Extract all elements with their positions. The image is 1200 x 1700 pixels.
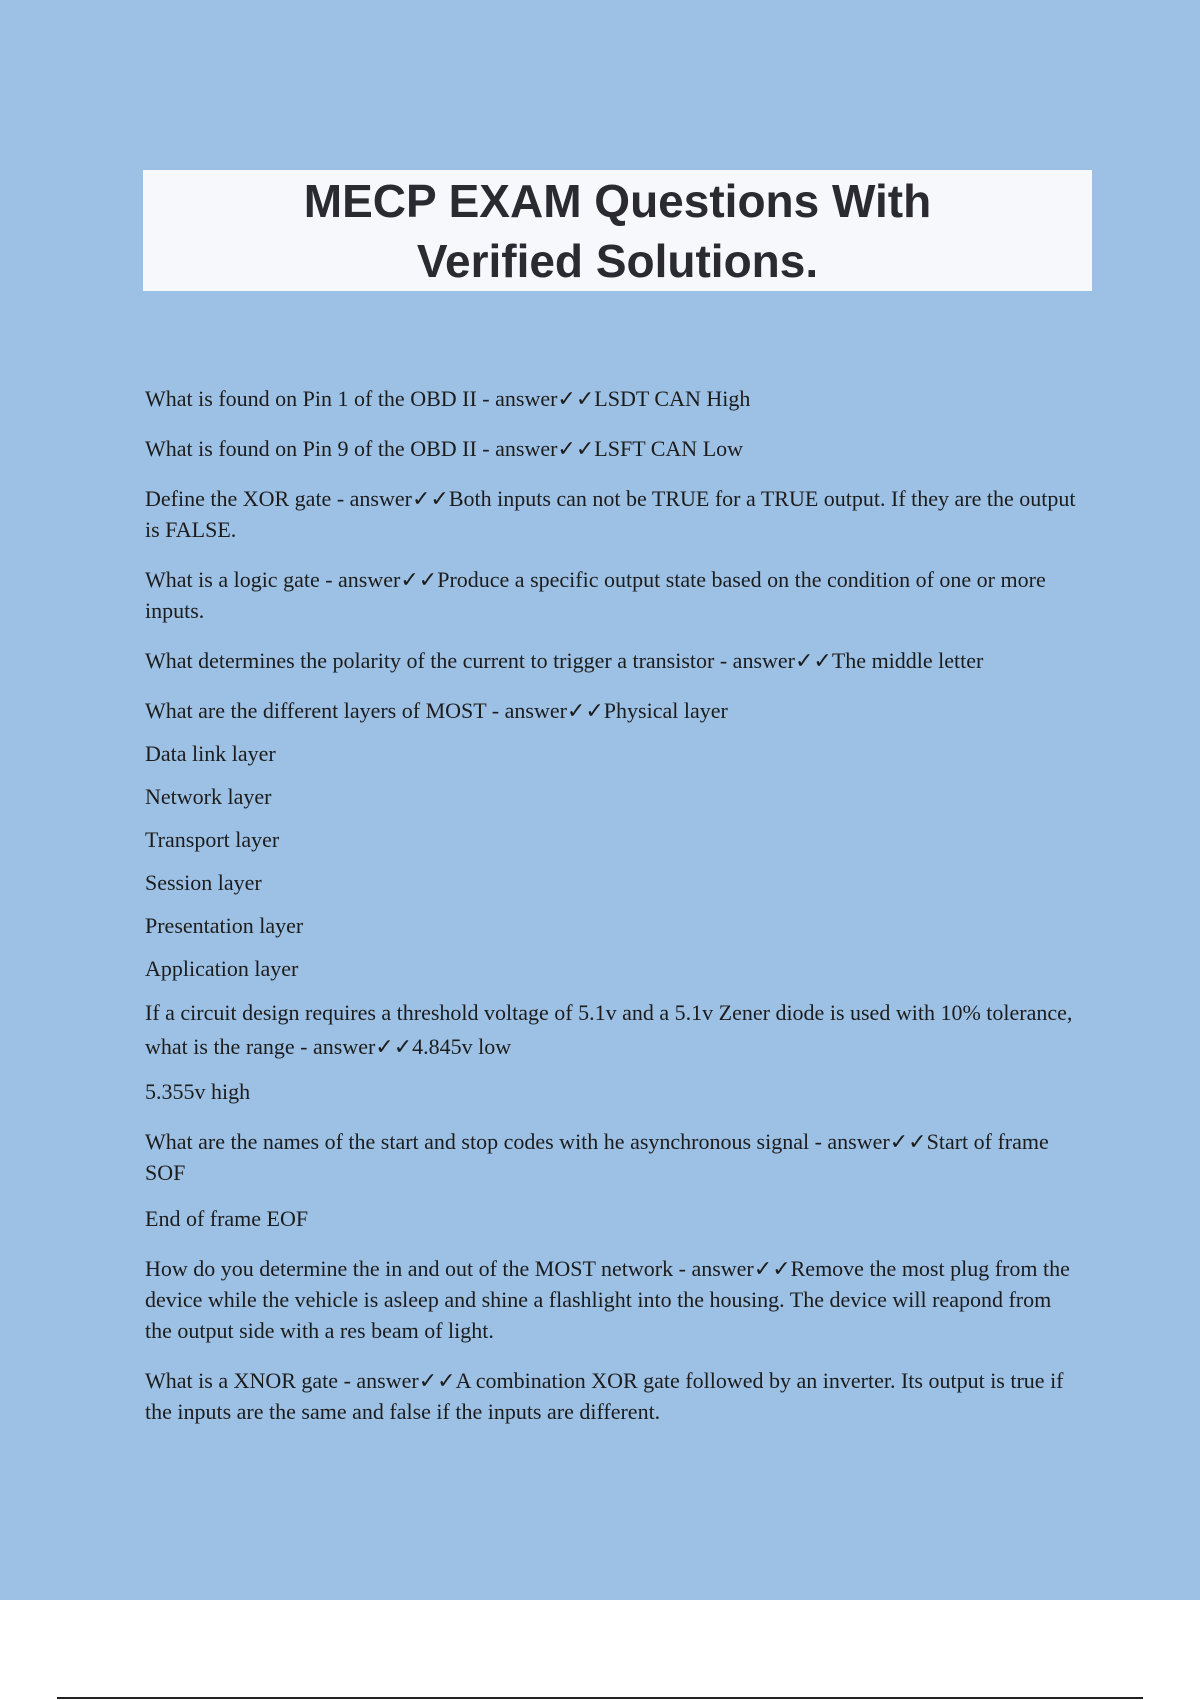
question-text: What determines the polarity of the current to trigger a transistor: [145, 648, 715, 673]
answer-text: The middle letter: [831, 648, 984, 673]
answer-marker: - answer✓✓: [714, 648, 832, 673]
question-text: How do you determine the in and out of the MOST network: [145, 1256, 674, 1281]
answer-continuation: Presentation layer: [145, 913, 304, 938]
answer-marker: - answer✓✓: [476, 436, 595, 461]
answer-continuation: Data link layer: [145, 741, 276, 766]
answer-text: 4.845v low: [412, 1034, 512, 1059]
document-title-line-1: MECP EXAM Questions With: [303, 174, 932, 227]
question-text: Define the XOR gate: [145, 486, 332, 511]
answer-marker: - answer✓✓: [486, 698, 604, 723]
qa-item: [145, 383, 1080, 414]
answer-continuation: Network layer: [145, 784, 272, 809]
answer-marker: - answer✓✓: [673, 1256, 791, 1281]
answer-continuation: Transport layer: [145, 827, 280, 852]
question-text: What is found on Pin 1 of the OBD II: [145, 386, 477, 411]
answer-text: LSFT CAN Low: [594, 436, 744, 461]
question-text: What is a XNOR gate: [145, 1368, 339, 1393]
question-text: What is found on Pin 9 of the OBD II: [145, 436, 477, 461]
title-banner: [143, 170, 1092, 291]
answer-marker: - answer✓✓: [476, 386, 595, 411]
answer-marker: - answer✓✓: [809, 1129, 927, 1154]
qa-item: [145, 1253, 1080, 1346]
qa-content: [145, 383, 1080, 1427]
answer-text: Produce a specific output state based on the condition of one or more inputs.: [145, 567, 1046, 623]
answer-marker: - answer✓✓: [331, 486, 449, 511]
answer-text: LSDT CAN High: [594, 386, 751, 411]
question-text: What is a logic gate: [145, 567, 320, 592]
answer-text: Start of frame SOF: [145, 1129, 1049, 1185]
qa-item: [145, 483, 1080, 545]
question-text: If a circuit design requires a threshold voltage of 5.1v and a 5.1v Zener diode is used with 10% tolerance, what is the range: [145, 1000, 1073, 1059]
answer-marker: - answer✓✓: [294, 1034, 413, 1059]
footer-divider: [57, 1697, 1143, 1699]
qa-item: [145, 1126, 1080, 1188]
question-text: What are the names of the start and stop codes with he asynchronous signal: [145, 1129, 810, 1154]
answer-text: Both inputs can not be TRUE for a TRUE output. If they are the output is FALSE.: [145, 486, 1076, 542]
answer-text: Physical layer: [603, 698, 728, 723]
qa-item: [145, 645, 1080, 676]
answer-marker: - answer✓✓: [338, 1368, 456, 1393]
qa-item: [145, 433, 1080, 464]
document-title-line-2: Verified Solutions.: [416, 234, 819, 287]
answer-continuation: End of frame EOF: [145, 1206, 309, 1231]
qa-item: [145, 1365, 1080, 1427]
question-text: What are the different layers of MOST: [145, 698, 487, 723]
answer-text: A combination XOR gate followed by an inverter. Its output is true if the inputs are the same and false if the inputs are different.: [145, 1368, 1064, 1424]
answer-continuation: Application layer: [145, 956, 299, 981]
answer-text: Remove the most plug from the device while the vehicle is asleep and shine a flashlight into the housing. The device will reapond from the output side with a res beam of light.: [145, 1256, 1070, 1343]
qa-item: [145, 996, 1080, 1064]
answer-continuation: Session layer: [145, 870, 262, 895]
answer-marker: - answer✓✓: [319, 567, 438, 592]
qa-item: [145, 695, 1080, 726]
answer-continuation: 5.355v high: [145, 1079, 251, 1104]
qa-item: [145, 564, 1080, 626]
